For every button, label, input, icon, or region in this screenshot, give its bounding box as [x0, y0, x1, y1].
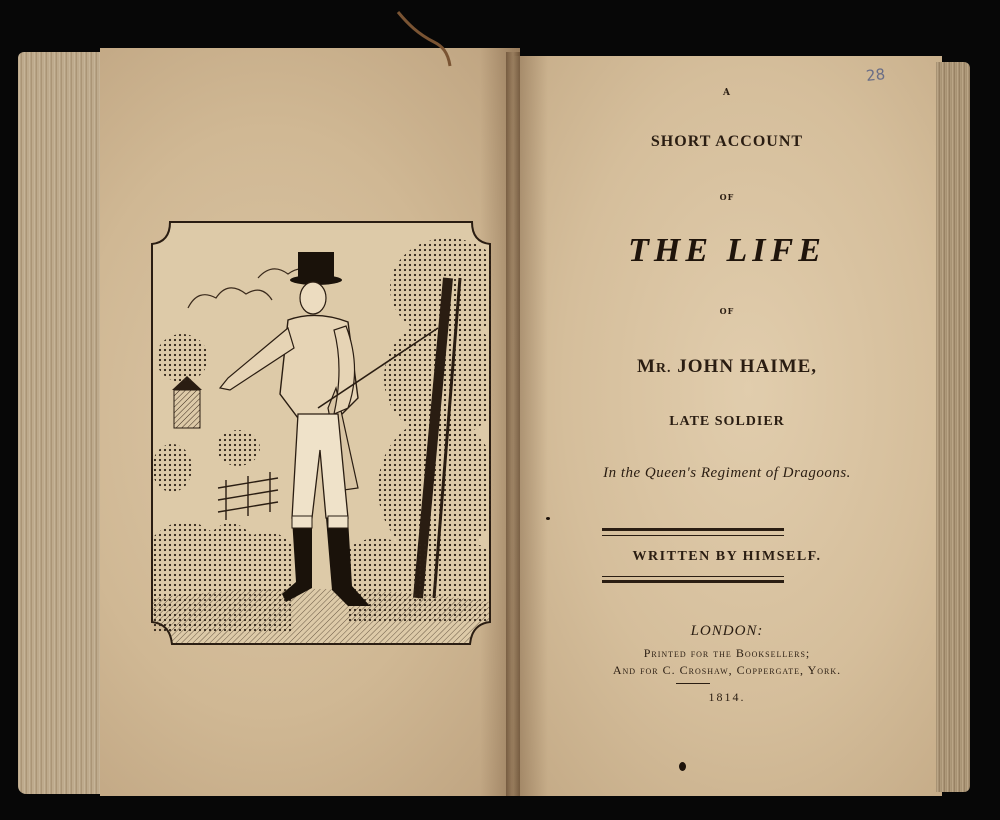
- frontispiece-engraving: [148, 218, 494, 648]
- title-line-of-2: OF: [719, 306, 735, 316]
- author-prefix: M: [636, 356, 656, 377]
- author-description: LATE SOLDIER: [669, 414, 785, 429]
- pencil-page-number: 28: [865, 65, 886, 85]
- regiment-line: In the Queen's Regiment of Dragoons.: [603, 465, 851, 481]
- imprint-printer: Printed for the Booksellers;: [643, 646, 811, 660]
- bookmark-string: [394, 8, 454, 68]
- title-line-a: A: [723, 88, 731, 98]
- ink-blot: [679, 762, 686, 771]
- author-name-text: JOHN HAIME,: [671, 356, 818, 377]
- author-name: [512, 356, 942, 378]
- rule-top-thin: [602, 535, 784, 536]
- imprint-rule: [676, 683, 710, 684]
- imprint-seller: And for C. Croshaw, Coppergate, York.: [612, 663, 842, 677]
- imprint-year: 1814.: [708, 690, 746, 704]
- imprint-city: LONDON:: [690, 623, 764, 639]
- ink-speck: [546, 517, 550, 520]
- rule-bottom-thick: [602, 580, 784, 583]
- title-line-short-account: SHORT ACCOUNT: [650, 133, 804, 150]
- rule-top-thick: [602, 528, 784, 531]
- book-title: THE LIFE: [628, 232, 826, 269]
- written-by-line: WRITTEN BY HIMSELF.: [632, 549, 822, 564]
- rule-bottom-thin: [602, 576, 784, 577]
- title-line-of: OF: [719, 192, 735, 202]
- author-prefix-small: R.: [655, 361, 672, 376]
